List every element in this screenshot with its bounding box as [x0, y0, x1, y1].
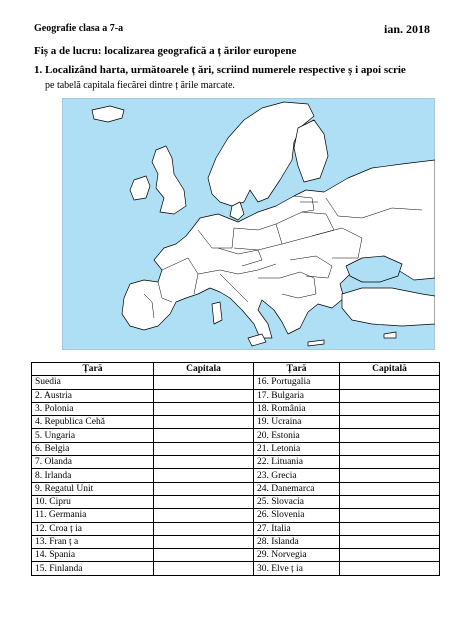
capital-blank-left[interactable]	[154, 456, 254, 469]
capital-blank-right[interactable]	[340, 402, 440, 415]
capital-blank-right[interactable]	[340, 469, 440, 482]
table-row	[32, 389, 440, 402]
country-right: 25. Slovacia	[254, 495, 340, 508]
capital-blank-left[interactable]	[154, 416, 254, 429]
country-right: 18. România	[254, 402, 340, 415]
capital-blank-right[interactable]	[340, 549, 440, 562]
country-right: 21. Letonia	[254, 442, 340, 455]
header-country-right: Țară	[254, 363, 340, 376]
country-left: 3. Polonia	[32, 402, 154, 415]
capital-blank-left[interactable]	[154, 376, 254, 389]
capital-blank-left[interactable]	[154, 469, 254, 482]
table-row	[32, 509, 440, 522]
table-row	[32, 402, 440, 415]
capital-blank-left[interactable]	[154, 562, 254, 575]
capital-blank-left[interactable]	[154, 535, 254, 548]
table-row	[32, 522, 440, 535]
capital-blank-right[interactable]	[340, 416, 440, 429]
countries-table	[31, 362, 440, 576]
capital-blank-right[interactable]	[340, 522, 440, 535]
capital-blank-right[interactable]	[340, 535, 440, 548]
header-capital-right: Capitală	[340, 363, 440, 376]
capital-blank-left[interactable]	[154, 549, 254, 562]
country-right: 22. Lituania	[254, 456, 340, 469]
capital-blank-right[interactable]	[340, 495, 440, 508]
task-instruction-line1: 1. Localizând harta, următoarele ț ări, scriind numerele respective ș i apoi scrie	[34, 64, 406, 76]
capital-blank-left[interactable]	[154, 509, 254, 522]
country-left: 9. Regatul Unit	[32, 482, 154, 495]
table-row	[32, 416, 440, 429]
capital-blank-right[interactable]	[340, 482, 440, 495]
capital-blank-left[interactable]	[154, 482, 254, 495]
country-left: 10. Cipru	[32, 495, 154, 508]
country-left: 4. Republica Cehă	[32, 416, 154, 429]
task-instruction-line2: pe tabelă capitala fiecărei dintre ț ările marcate.	[45, 80, 235, 91]
country-left: 5. Ungaria	[32, 429, 154, 442]
country-right: 17. Bulgaria	[254, 389, 340, 402]
map-sardinia	[212, 302, 222, 324]
worksheet-title: Fiș a de lucru: localizarea geografică a ț ărilor europene	[34, 45, 297, 57]
table-row	[32, 535, 440, 548]
country-left: 14. Spania	[32, 549, 154, 562]
capital-blank-right[interactable]	[340, 456, 440, 469]
country-right: 26. Slovenia	[254, 509, 340, 522]
capital-blank-left[interactable]	[154, 429, 254, 442]
country-right: 29. Norvegia	[254, 549, 340, 562]
map-turkey	[342, 288, 435, 326]
capital-blank-left[interactable]	[154, 442, 254, 455]
header-capital-left: Capitala	[154, 363, 254, 376]
country-left: 13. Fran ț a	[32, 535, 154, 548]
table-row	[32, 482, 440, 495]
europe-map	[62, 98, 435, 350]
capital-blank-left[interactable]	[154, 522, 254, 535]
capital-blank-right[interactable]	[340, 429, 440, 442]
country-right: 24. Danemarca	[254, 482, 340, 495]
country-left: 12. Croa ț ia	[32, 522, 154, 535]
country-left: 7. Olanda	[32, 456, 154, 469]
country-right: 23. Grecia	[254, 469, 340, 482]
country-left: 2. Austria	[32, 389, 154, 402]
capital-blank-right[interactable]	[340, 389, 440, 402]
table-row	[32, 429, 440, 442]
country-right: 16. Portugalia	[254, 376, 340, 389]
capital-blank-right[interactable]	[340, 562, 440, 575]
table-row	[32, 562, 440, 575]
country-left: 6. Belgia	[32, 442, 154, 455]
country-left: Suedia	[32, 376, 154, 389]
capital-blank-left[interactable]	[154, 389, 254, 402]
table-row	[32, 456, 440, 469]
header-subject: Geografie clasa a 7-a	[34, 23, 124, 34]
country-right: 30. Elve ț ia	[254, 562, 340, 575]
table-body	[32, 376, 440, 575]
capital-blank-right[interactable]	[340, 442, 440, 455]
table-row	[32, 376, 440, 389]
capital-blank-left[interactable]	[154, 402, 254, 415]
table-header-row	[32, 363, 440, 376]
capital-blank-right[interactable]	[340, 509, 440, 522]
country-left: 15. Finlanda	[32, 562, 154, 575]
capital-blank-right[interactable]	[340, 376, 440, 389]
capital-blank-left[interactable]	[154, 495, 254, 508]
country-right: 28. Islanda	[254, 535, 340, 548]
table-row	[32, 549, 440, 562]
country-left: 8. Irlanda	[32, 469, 154, 482]
country-left: 11. Germania	[32, 509, 154, 522]
header-country-left: Țară	[32, 363, 154, 376]
table-row	[32, 495, 440, 508]
table-row	[32, 469, 440, 482]
country-right: 19. Ucraina	[254, 416, 340, 429]
header-date: ian. 2018	[384, 22, 431, 36]
table-row	[32, 442, 440, 455]
country-right: 27. Italia	[254, 522, 340, 535]
country-right: 20. Estonia	[254, 429, 340, 442]
